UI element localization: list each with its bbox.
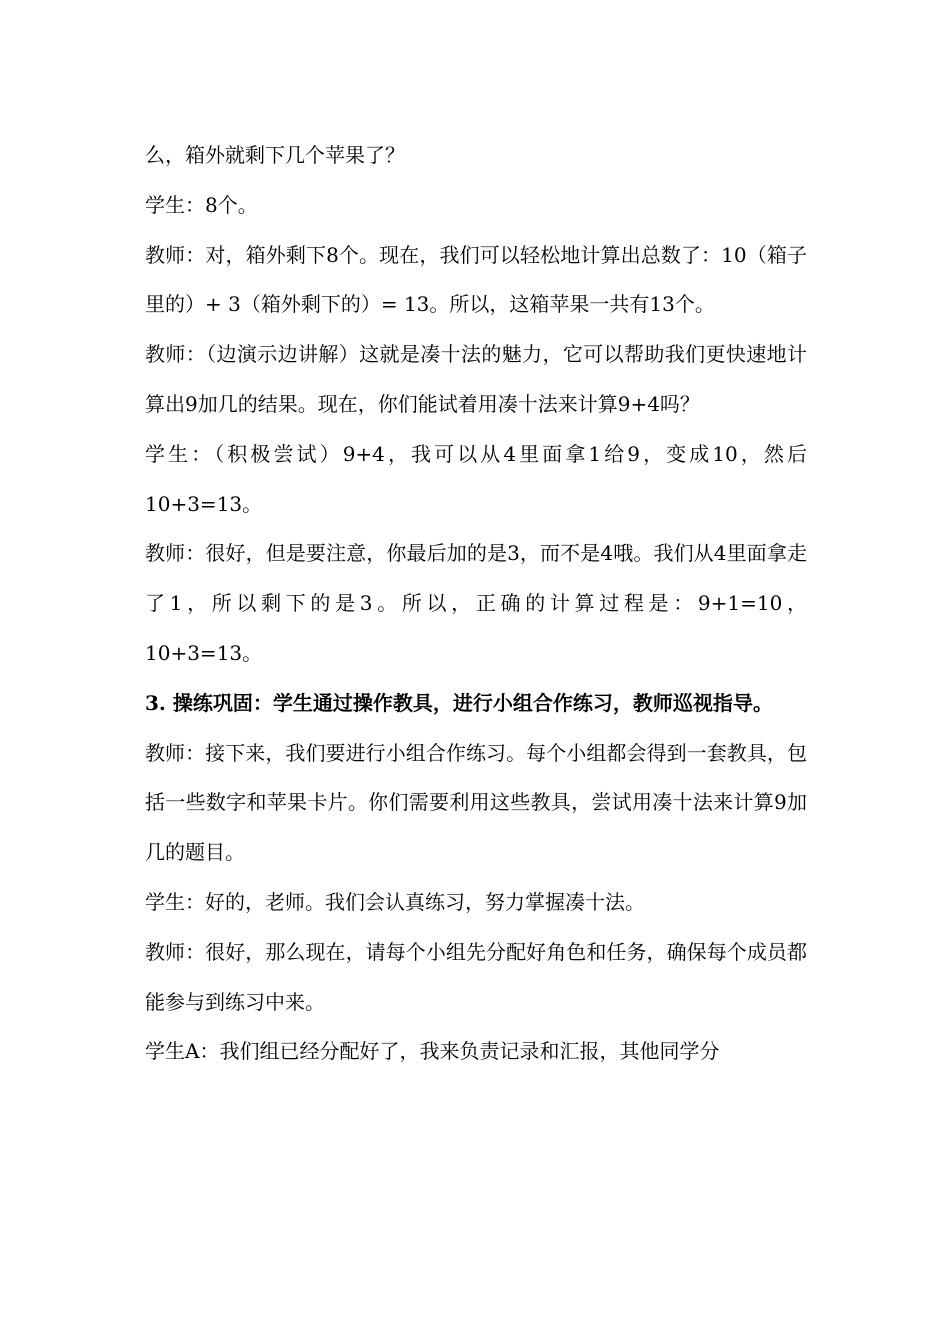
paragraph-question-continuation: 么，箱外就剩下几个苹果了？: [145, 143, 405, 167]
paragraph-teacher-assign-roles: 教师：很好，那么现在，请每个小组先分配好角色和任务，确保每个成员都能参与到练习中来。: [145, 939, 807, 1014]
paragraph-student-reply: 学生：好的，老师。我们会认真练习，努力掌握凑十法。: [145, 889, 645, 914]
paragraph-teacher-group-practice: 教师：接下来，我们要进行小组合作练习。每个小组都会得到一套教具，包括一些数字和苹果卡片。你们需要利用这些教具，尝试用凑十法来计算9加几的题目。: [145, 740, 807, 865]
paragraph-student-a: 学生A：我们组已经分配好了，我来负责记录和汇报，其他同学分: [145, 1039, 720, 1064]
paragraph-student-answer-8: 学生：8个。: [145, 192, 258, 217]
paragraph-teacher-correction: 教师：很好，但是要注意，你最后加的是3，而不是4哦。我们从4里面拿走了1，所以剩下的是3。所以，正确的计算过程是：9+1=10，10+3=13。: [145, 541, 807, 665]
section-heading-practice: 3. 操练巩固：学生通过操作教具，进行小组合作练习，教师巡视指导。: [145, 690, 773, 715]
paragraph-teacher-make-ten-method: 教师：（边演示边讲解）这就是凑十法的魅力，它可以帮助我们更快速地计算出9加几的结果。现在，你们能试着用凑十法来计算9+4吗？: [145, 342, 807, 416]
paragraph-teacher-total-13: 教师：对，箱外剩下8个。现在，我们可以轻松地计算出总数了：10（箱子里的）+ 3（箱外剩下的）= 13。所以，这箱苹果一共有13个。: [145, 242, 807, 317]
document-body: [145, 131, 807, 1077]
paragraph-student-attempt: 学生：（积极尝试）9+4，我可以从4里面拿1给9，变成10，然后10+3=13。: [145, 441, 807, 516]
